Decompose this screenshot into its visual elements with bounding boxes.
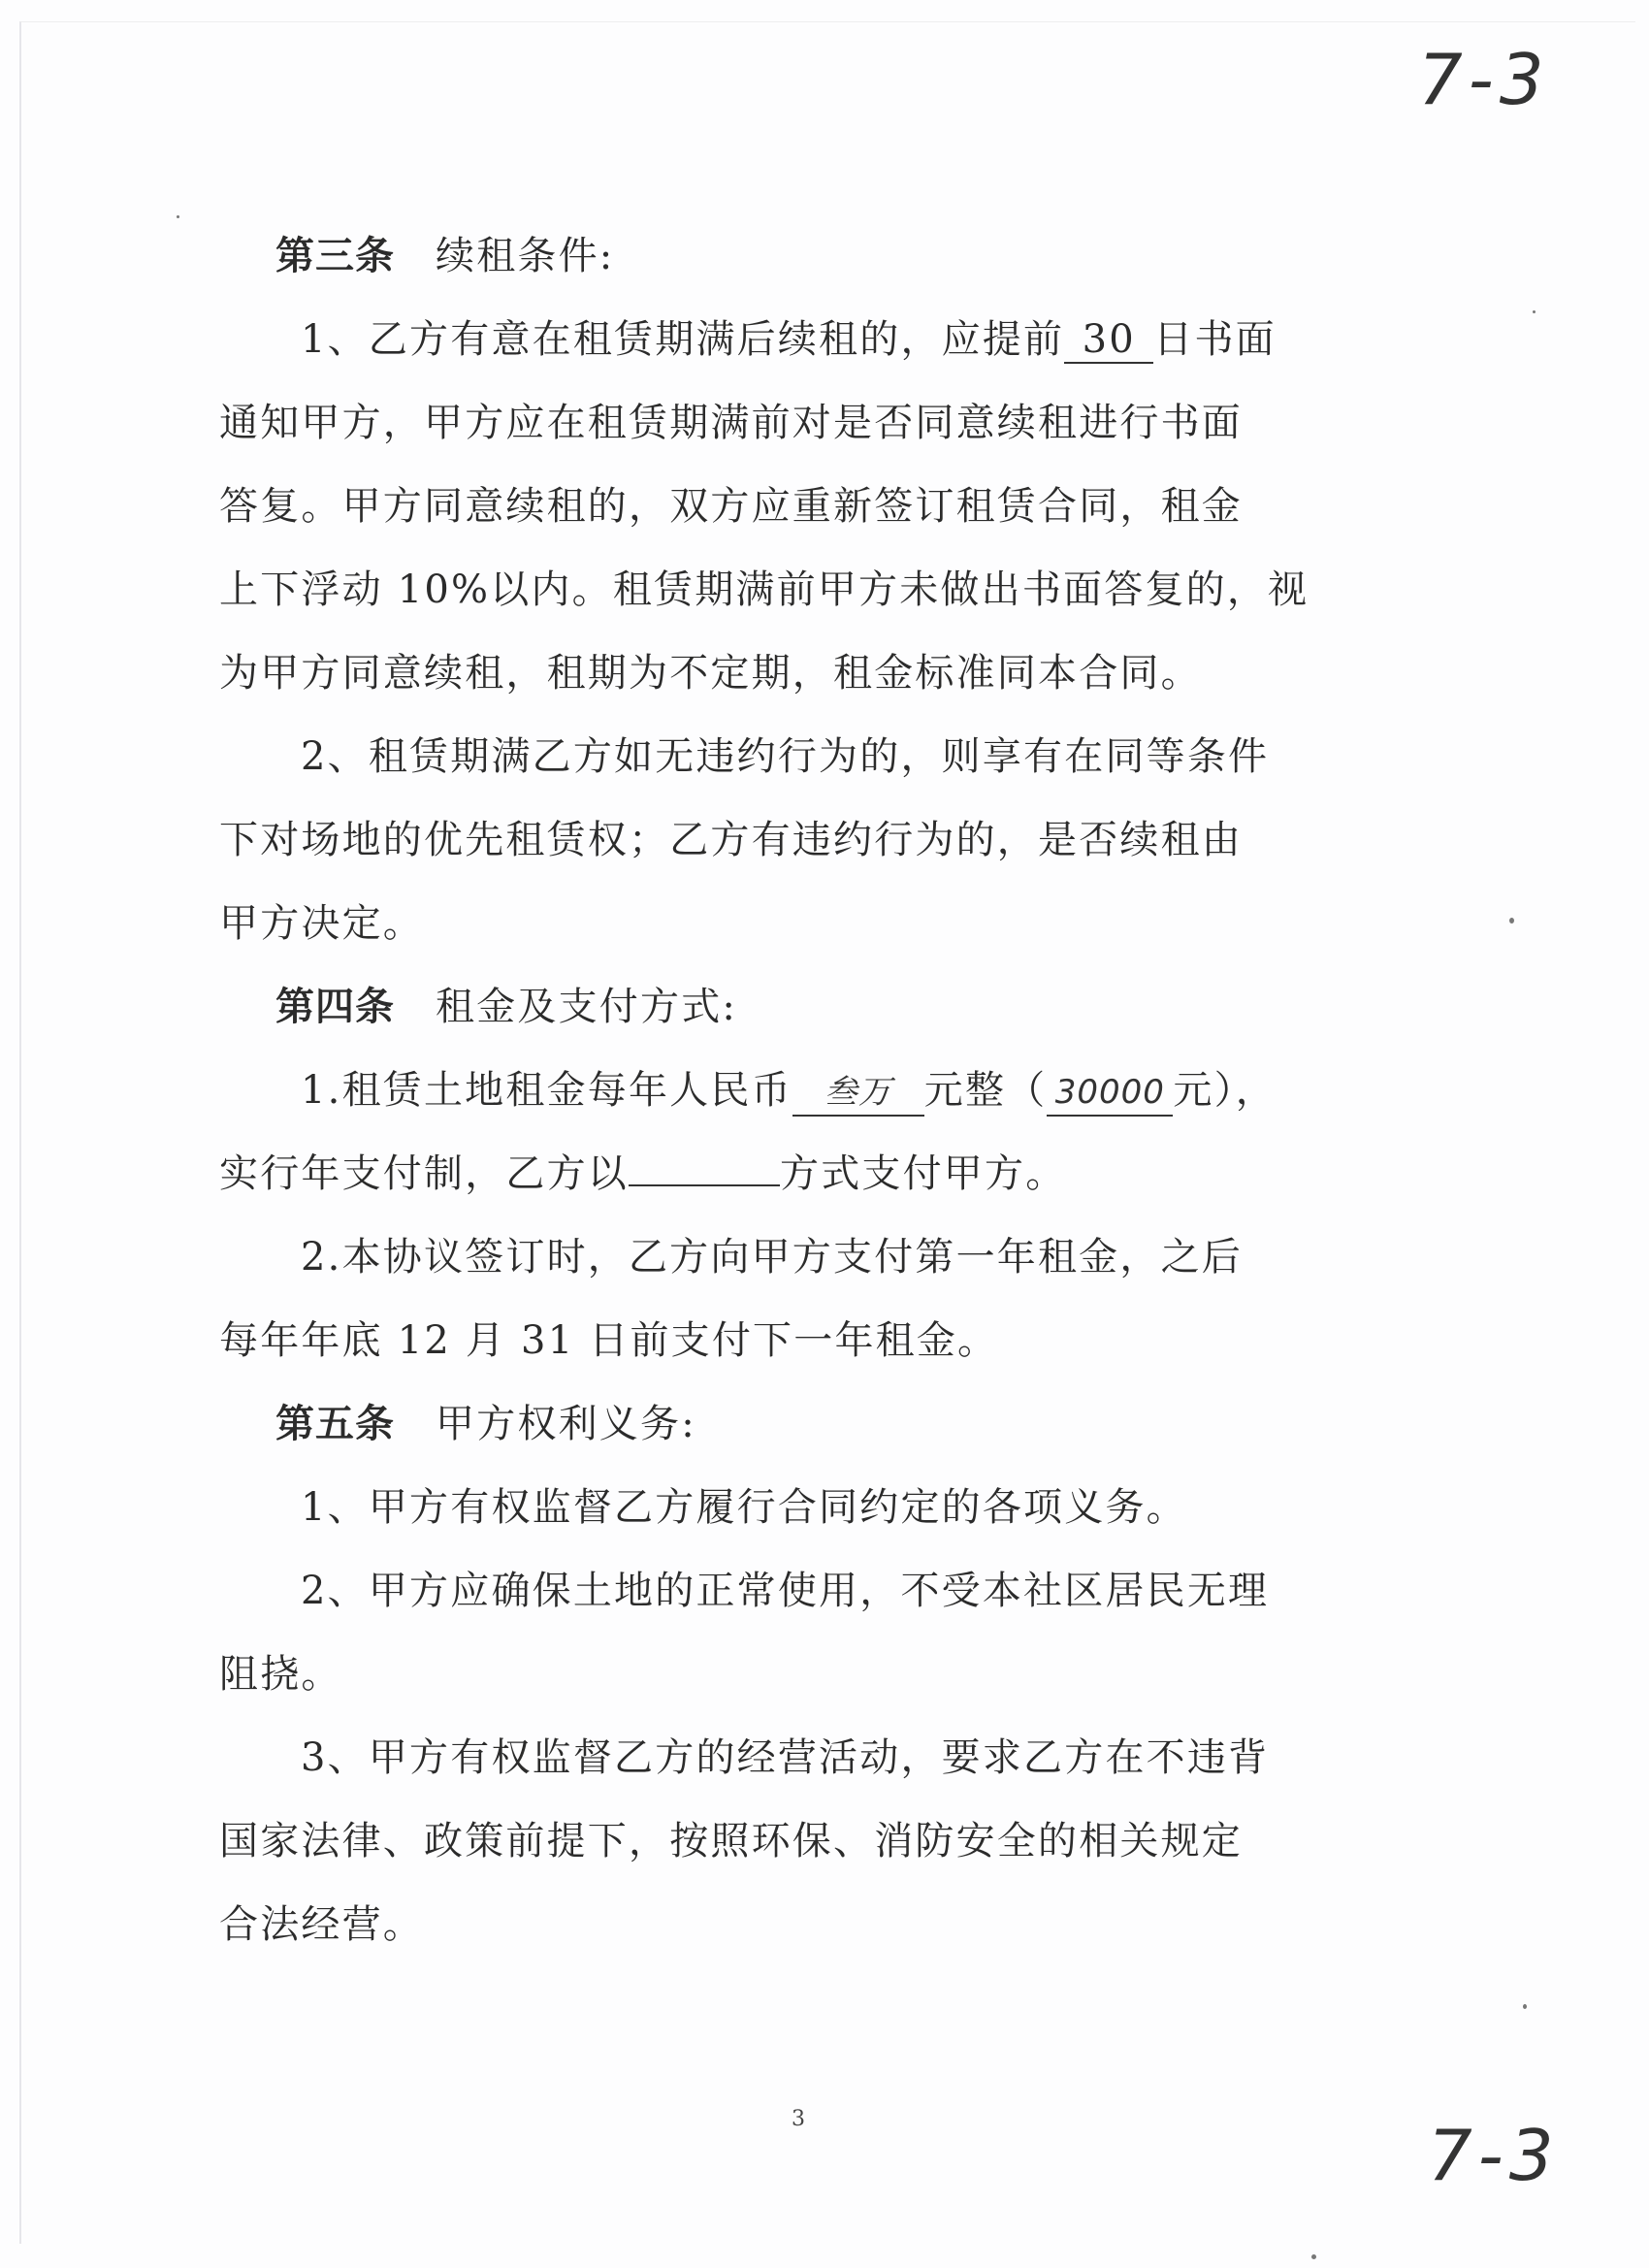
handwritten-rent-digits: 30000 xyxy=(1047,1070,1173,1117)
scan-speck xyxy=(1311,2254,1316,2259)
notice-days-blank: 30 xyxy=(1064,317,1153,364)
article-5-p3-line3: 合法经营。 xyxy=(219,1902,424,1947)
text-segment: 日书面 xyxy=(1153,317,1277,362)
article-3-p1-line1 xyxy=(301,308,1277,364)
article-4-title: 租金及支付方式: xyxy=(436,985,738,1029)
article-4-p1-line1 xyxy=(301,1059,1277,1117)
article-3-p1-line2: 通知甲方，甲方应在租赁期满前对是否同意续租进行书面 xyxy=(219,401,1243,445)
handwritten-rent-words: 叁万 xyxy=(792,1070,924,1117)
article-5-p3-line2: 国家法律、政策前提下，按照环保、消防安全的相关规定 xyxy=(219,1819,1243,1863)
handwritten-page-mark-top: 7-3 xyxy=(1418,39,1550,120)
article-3-title: 续租条件: xyxy=(436,234,615,278)
text-segment: 元）， xyxy=(1173,1068,1277,1113)
article-4-p2-line2: 每年年底 12 月 31 日前支付下一年租金。 xyxy=(219,1318,999,1363)
article-3-p1-line3: 答复。甲方同意续租的，双方应重新签订租赁合同，租金 xyxy=(219,484,1243,529)
text-segment: 方式支付甲方。 xyxy=(780,1151,1067,1196)
article-3-p1-line5: 为甲方同意续租，租期为不定期，租金标准同本合同。 xyxy=(219,651,1202,696)
scan-speck xyxy=(1533,310,1536,313)
text-segment: 1、乙方有意在租赁期满后续租的，应提前 xyxy=(301,317,1065,362)
article-4-label: 第四条 xyxy=(275,985,395,1029)
text-segment: 实行年支付制，乙方以 xyxy=(219,1151,629,1196)
article-3-p2-line1: 2、租赁期满乙方如无违约行为的，则享有在同等条件 xyxy=(301,734,1270,779)
handwritten-page-mark-bottom: 7-3 xyxy=(1428,2115,1560,2196)
scan-speck xyxy=(1509,918,1514,923)
article-5-p1: 1、甲方有权监督乙方履行合同约定的各项义务。 xyxy=(301,1485,1187,1530)
article-5-heading-line xyxy=(275,1393,696,1448)
article-3-heading-line xyxy=(275,225,614,280)
article-4-p1-line2 xyxy=(219,1143,1066,1198)
article-4-heading-line xyxy=(275,976,737,1031)
text-segment: 元整（ xyxy=(923,1068,1048,1113)
article-5-p3-line1: 3、甲方有权监督乙方的经营活动，要求乙方在不违背 xyxy=(301,1735,1270,1780)
article-4-p2-line1: 2.本协议签订时，乙方向甲方支付第一年租金，之后 xyxy=(301,1235,1243,1280)
scan-speck xyxy=(177,215,179,218)
article-5-label: 第五条 xyxy=(275,1402,395,1446)
page-number: 3 xyxy=(792,2107,805,2131)
article-5-title: 甲方权利义务: xyxy=(436,1402,696,1446)
article-5-p2-line1: 2、甲方应确保土地的正常使用，不受本社区居民无理 xyxy=(301,1569,1270,1613)
text-segment: 1.租赁土地租金每年人民币 xyxy=(301,1068,792,1113)
scan-speck xyxy=(1523,2004,1527,2009)
article-5-p2-line2: 阻挠。 xyxy=(219,1652,342,1697)
payment-method-blank xyxy=(629,1184,780,1186)
article-3-p2-line3: 甲方决定。 xyxy=(219,901,424,946)
article-3-label: 第三条 xyxy=(275,234,395,278)
article-3-p2-line2: 下对场地的优先租赁权；乙方有违约行为的，是否续租由 xyxy=(219,818,1243,862)
article-3-p1-line4: 上下浮动 10%以内。租赁期满前甲方未做出书面答复的，视 xyxy=(219,567,1310,612)
